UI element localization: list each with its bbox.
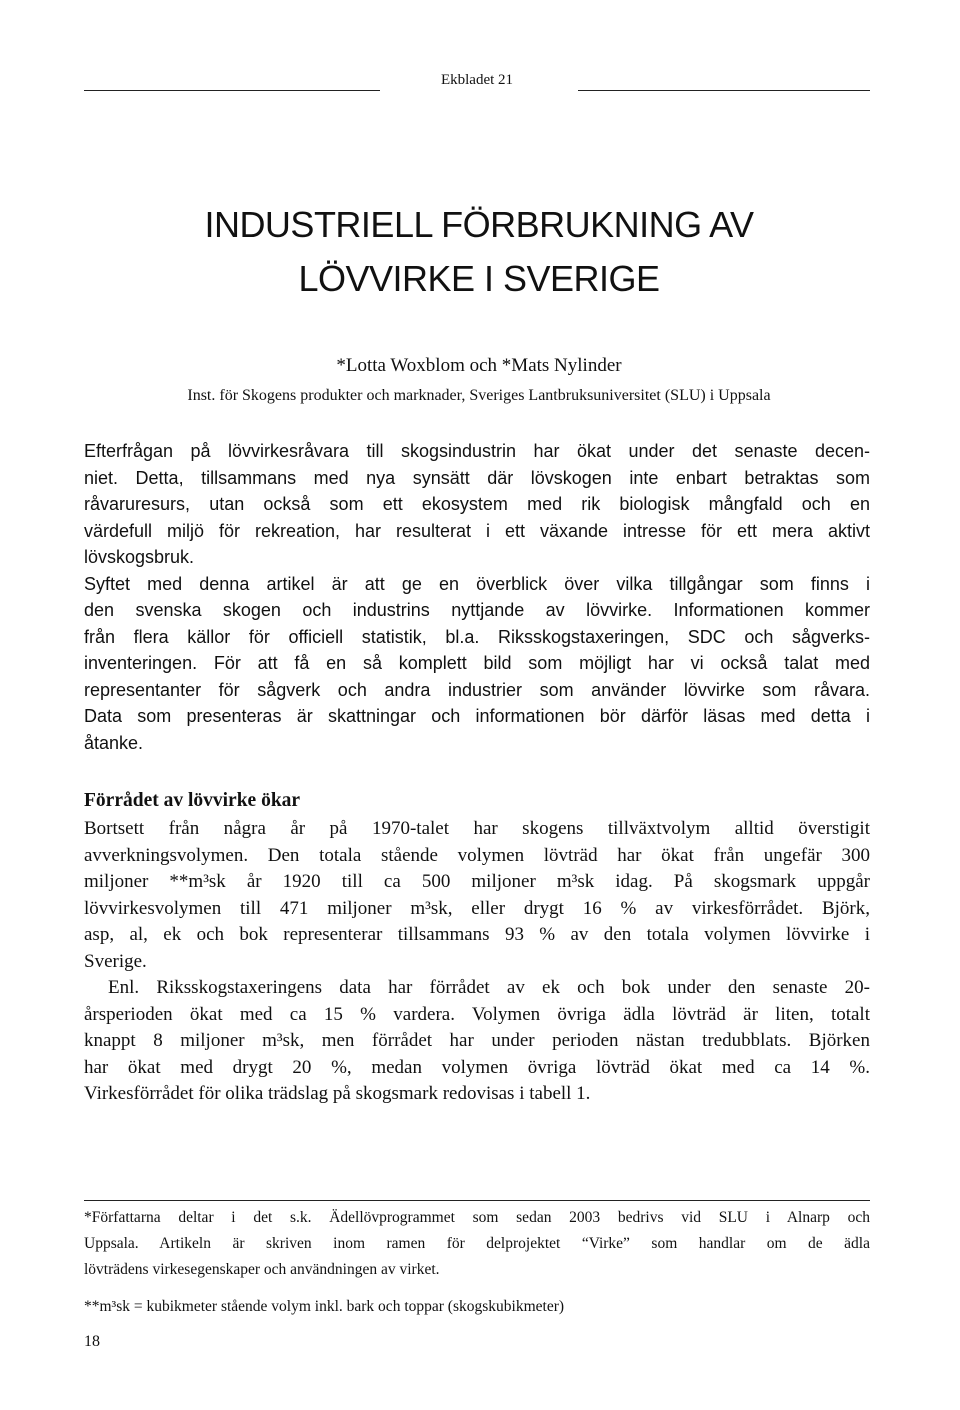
running-header — [84, 72, 870, 96]
body-line: Sverige. — [84, 950, 147, 972]
intro-line: inventeringen. För att få en så komplett bild som möjligt har vi också talat med — [84, 653, 870, 673]
intro-line: den svenska skogen och industrins nyttjande av lövvirke. Informationen kommer — [84, 600, 870, 620]
body-line: miljoner **m³sk år 1920 till ca 500 miljoner m³sk idag. På skogsmark uppgår — [84, 871, 870, 892]
footnote-line: **m³sk = kubikmeter stående volym inkl. bark och toppar (skogskubikmeter) — [84, 1298, 565, 1315]
footnote-line: lövträdens virkesegenskaper och användningen av virket. — [84, 1261, 440, 1278]
footnote-rule — [84, 1200, 870, 1201]
intro-line: representanter för sågverk och andra industrier som använder lövvirke som råvara. — [84, 679, 870, 700]
body-line: knappt 8 miljoner m³sk, men förrådet har under perioden nästan tredubblats. Björken — [84, 1030, 870, 1051]
intro-line: värdefull miljö för rekreation, har resulterat i ett växande intresse för ett mera aktivt — [84, 520, 870, 541]
footnote-unit — [84, 1294, 870, 1320]
intro-line: åtanke. — [84, 732, 144, 753]
article-title — [84, 198, 874, 306]
body-line: avverkningsvolymen. Den totala stående volymen lövträd har ökat från ungefär 300 — [84, 844, 870, 866]
body-line: årsperioden ökat med ca 15 % vardera. Volymen övriga ädla lövträd är liten, totalt — [84, 1003, 870, 1025]
intro-line: Data som presenteras är skattningar och informationen bör därför läsas med detta i — [84, 706, 870, 726]
body-line: lövvirkesvolymen till 471 miljoner m³sk, eller drygt 16 % av virkesförrådet. Björk, — [84, 897, 870, 919]
body-line: asp, al, ek och bok representerar tillsammans 93 % av den totala volymen lövvirke i — [84, 924, 870, 945]
intro-paragraph — [84, 438, 870, 756]
header-rule-right — [578, 90, 870, 91]
intro-line: Efterfrågan på lövvirkesråvara till skogsindustrin har ökat under det senaste decen- — [84, 441, 870, 461]
body-paragraph — [84, 816, 870, 1108]
body-line: Virkesförrådet för olika trädslag på skogsmark redovisas i tabell 1. — [84, 1083, 591, 1104]
intro-line: från flera källor för officiell statistik, bl.a. Riksskogstaxeringen, SDC och sågverks- — [84, 626, 870, 647]
intro-line: Syftet med denna artikel är att ge en överblick över vilka tillgångar som finns i — [84, 573, 870, 594]
title-line-2: LÖVVIRKE I SVERIGE — [298, 258, 660, 299]
body-line: har ökat med drygt 20 %, medan volymen övriga lövträd ökat med ca 14 %. — [84, 1056, 870, 1078]
affiliation: Inst. för Skogens produkter och marknader, Sveriges Lantbruksuniversitet (SLU) i Uppsala — [187, 387, 771, 404]
title-line-1: INDUSTRIELL FÖRBRUKNING AV — [204, 204, 754, 245]
intro-line: råvaruresurs, utan också som ett ekosystem med rik biologisk mångfald och en — [84, 494, 870, 514]
intro-line: niet. Detta, tillsammans med nya synsätt där lövskogen inte enbart betraktas som — [84, 467, 870, 488]
section-heading: Förrådet av lövvirke ökar — [84, 790, 301, 811]
footnote-line: Uppsala. Artikeln är skriven inom ramen för delprojektet “Virke” som handlar om de ädla — [84, 1235, 870, 1252]
intro-line: lövskogsbruk. — [84, 547, 195, 567]
body-line: Bortsett från några år på 1970-talet har skogens tillväxtvolym alltid överstigit — [84, 818, 870, 839]
page-number: 18 — [84, 1333, 100, 1350]
footnote-line: *Författarna deltar i det s.k. Ädellövprogrammet som sedan 2003 bedrivs vid SLU i Alnarp och — [84, 1209, 870, 1226]
running-title: Ekbladet 21 — [440, 72, 514, 88]
body-line: Enl. Riksskogstaxeringens data har förrådet av ek och bok under den senaste 20- — [108, 977, 870, 998]
footnote-authors — [84, 1205, 870, 1283]
header-rule-left — [84, 90, 380, 91]
authors: *Lotta Woxblom och *Mats Nylinder — [336, 355, 622, 376]
